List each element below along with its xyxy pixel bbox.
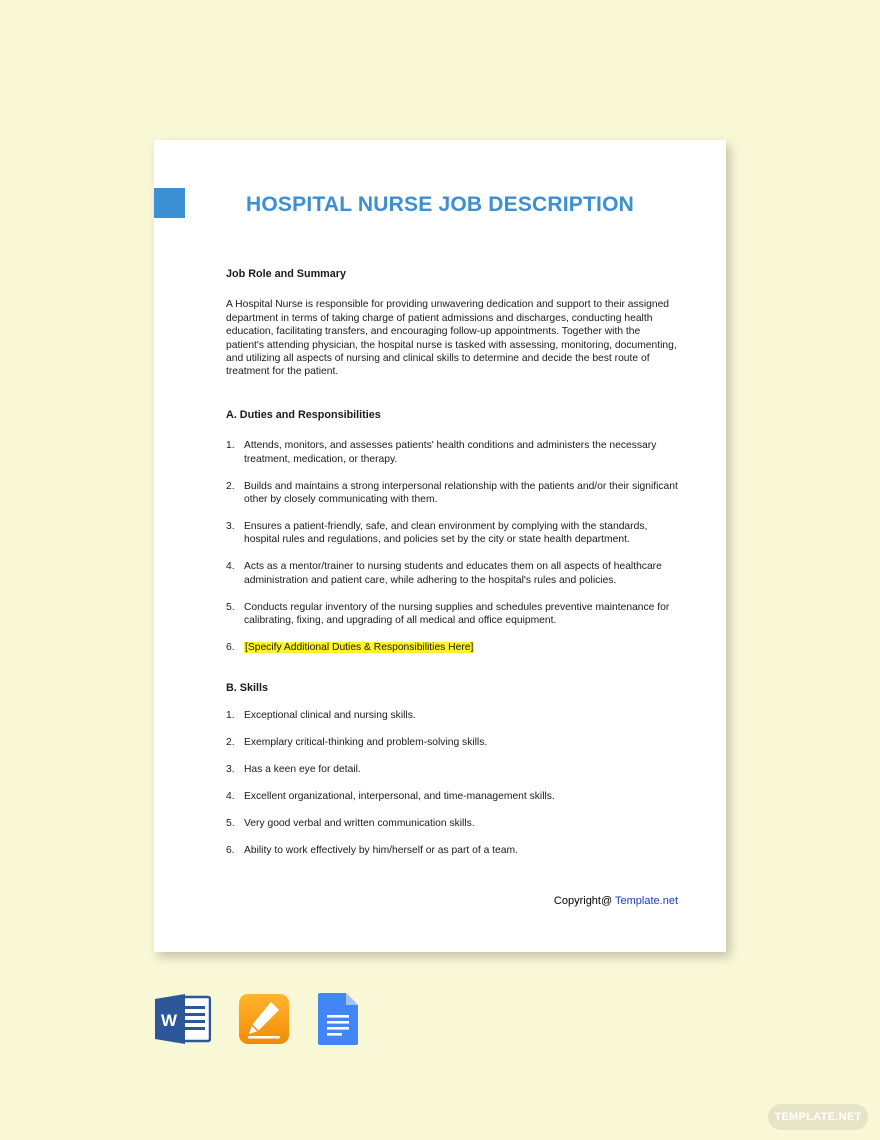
list-item: 4. Acts as a mentor/trainer to nursing students and educates them on all aspects of healthcare administration and patient care, while adhering to the hospital's rules and policies. — [226, 561, 662, 586]
google-docs-icon[interactable] — [318, 993, 360, 1045]
word-icon[interactable] — [155, 993, 211, 1045]
document-page — [154, 140, 726, 952]
duties-list — [226, 439, 678, 654]
list-item: 6. [Specify Additional Duties & Responsibilities Here] — [226, 642, 474, 654]
list-item: 3. Has a keen eye for detail. — [226, 763, 361, 775]
list-item: 1. Exceptional clinical and nursing skills. — [226, 709, 416, 721]
document-body — [226, 268, 678, 857]
list-item: 6. Ability to work effectively by him/herself or as part of a team. — [226, 844, 518, 856]
copyright-notice — [554, 895, 678, 907]
duties-heading: A. Duties and Responsibilities — [226, 408, 381, 421]
skills-heading: B. Skills — [226, 681, 269, 694]
list-item: 2. Exemplary critical-thinking and problem-solving skills. — [226, 736, 488, 748]
placeholder-highlight: [Specify Additional Duties & Responsibilities Here] — [245, 642, 474, 654]
copyright-link[interactable]: Template.net — [615, 895, 678, 907]
summary-paragraph: A Hospital Nurse is responsible for providing unwavering dedication and support to their assigned department in terms of taking charge of patient admissions and discharges, conducting health education, facilitating transfers, and encouraging follow-up appointments. Together with the patient's attending physician, the hospital nurse is tasked with assessing, monitoring, documenting, and utilizing all aspects of nursing and clinical skills to determine and decide the best route of treatment for the patient. — [226, 299, 677, 378]
list-item: 2. Builds and maintains a strong interpersonal relationship with the patients and/or their significant other by closely communicating with them. — [226, 480, 678, 506]
copyright-label: Copyright@ — [553, 895, 613, 907]
pages-icon[interactable] — [238, 993, 290, 1045]
list-item: 3. Ensures a patient-friendly, safe, and clean environment by complying with the standards, hospital rules and regulations, and policies set by the city or state health department. — [226, 521, 648, 546]
skills-list — [226, 709, 678, 857]
page-title: HOSPITAL NURSE JOB DESCRIPTION — [246, 193, 634, 216]
list-item: 4. Excellent organizational, interpersonal, and time-management skills. — [226, 790, 555, 802]
word-letter: W — [160, 1011, 178, 1030]
template-net-watermark: TEMPLATE.NET — [768, 1104, 868, 1130]
summary-heading: Job Role and Summary — [226, 268, 346, 280]
list-item: 5. Conducts regular inventory of the nursing supplies and schedules preventive maintenance for calibrating, fixing, and upgrading of all medical and office equipment. — [226, 601, 670, 627]
list-item: 1. Attends, monitors, and assesses patients' health conditions and administers the necessary treatment, medication, or therapy. — [226, 440, 657, 465]
list-item: 5. Very good verbal and written communication skills. — [226, 817, 475, 829]
